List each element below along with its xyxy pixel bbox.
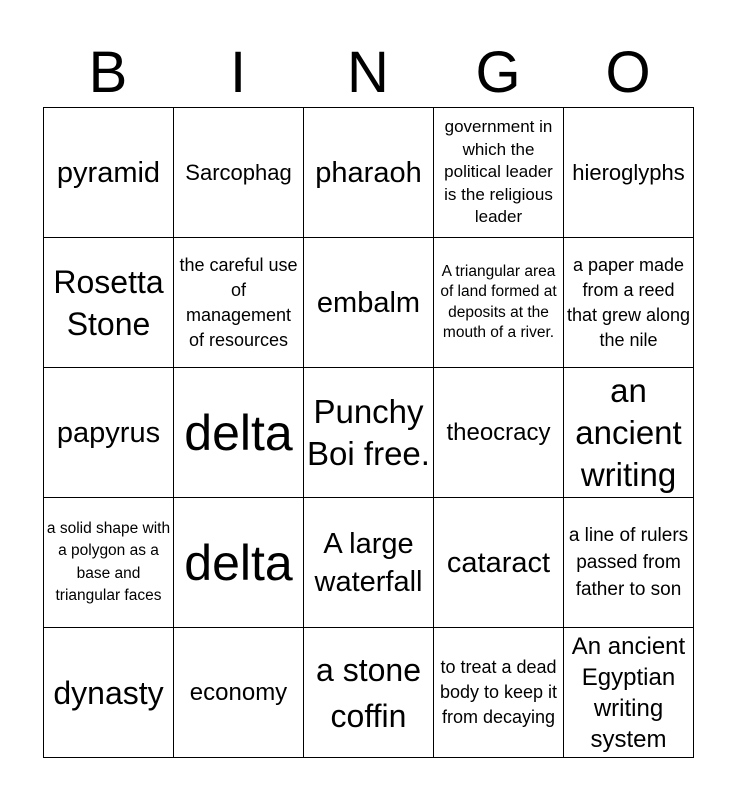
cell-text: a stone coffin xyxy=(316,651,421,734)
bingo-cell[interactable] xyxy=(174,108,304,238)
bingo-cell[interactable] xyxy=(304,498,434,628)
bingo-cell[interactable] xyxy=(564,498,694,628)
cell-text: dynasty xyxy=(53,674,164,711)
bingo-cell[interactable] xyxy=(434,368,564,498)
bingo-cell[interactable] xyxy=(44,368,174,498)
header-letter-i: I xyxy=(229,40,247,105)
cell-text: pyramid xyxy=(56,156,161,189)
cell-text: Sarcophag xyxy=(185,159,292,185)
bingo-cell[interactable] xyxy=(44,108,174,238)
cell-text: the careful use of management of resources xyxy=(179,254,298,350)
bingo-cell[interactable] xyxy=(174,238,304,368)
header-letter-n: N xyxy=(347,40,389,105)
bingo-cell[interactable] xyxy=(44,628,174,758)
cell-text: economy xyxy=(189,679,288,706)
bingo-cell[interactable] xyxy=(564,628,694,758)
cell-text: An ancient Egyptian writing system xyxy=(571,632,686,753)
cell-text: cataract xyxy=(446,546,551,579)
bingo-cell[interactable] xyxy=(434,628,564,758)
header-letter-b: B xyxy=(88,40,128,105)
bingo-header xyxy=(43,40,693,106)
bingo-cell[interactable] xyxy=(44,238,174,368)
bingo-cell[interactable] xyxy=(174,368,304,498)
bingo-cell[interactable] xyxy=(564,238,694,368)
cell-text: delta xyxy=(184,534,293,591)
bingo-cell[interactable] xyxy=(564,368,694,498)
cell-text: a solid shape with a polygon as a base and triangular faces xyxy=(46,519,171,604)
bingo-cell[interactable] xyxy=(174,628,304,758)
cell-text: A large waterfall xyxy=(314,527,423,598)
header-letter-g: G xyxy=(475,40,521,105)
cell-text: papyrus xyxy=(56,416,161,449)
bingo-cell[interactable] xyxy=(434,238,564,368)
bingo-cell[interactable] xyxy=(564,108,694,238)
bingo-cell[interactable] xyxy=(304,628,434,758)
cell-text: Punchy Boi free. xyxy=(307,392,430,472)
bingo-cell[interactable] xyxy=(304,108,434,238)
cell-text: government in which the political leader is the religious leader xyxy=(444,117,553,227)
cell-text: delta xyxy=(184,404,293,461)
bingo-cell[interactable] xyxy=(304,238,434,368)
bingo-cell[interactable] xyxy=(174,498,304,628)
cell-text: to treat a dead body to keep it from decaying xyxy=(439,657,558,727)
bingo-cell[interactable] xyxy=(434,108,564,238)
cell-text: Rosetta Stone xyxy=(53,263,164,342)
cell-text: a paper made from a reed that grew along the nile xyxy=(566,254,691,350)
cell-text: embalm xyxy=(316,286,421,319)
header-letter-o: O xyxy=(605,40,651,105)
cell-text: pharaoh xyxy=(315,156,422,189)
cell-text: a line of rulers passed from father to son xyxy=(568,525,689,600)
bingo-cell[interactable] xyxy=(434,498,564,628)
cell-text: theocracy xyxy=(446,419,551,446)
cell-text: A triangular area of land formed at deposits at the mouth of a river. xyxy=(440,262,557,341)
bingo-card-grid xyxy=(43,107,694,758)
bingo-cell[interactable] xyxy=(44,498,174,628)
cell-text: hieroglyphs xyxy=(572,159,685,185)
bingo-cell[interactable] xyxy=(304,368,434,498)
cell-text: an ancient writing xyxy=(575,371,682,493)
